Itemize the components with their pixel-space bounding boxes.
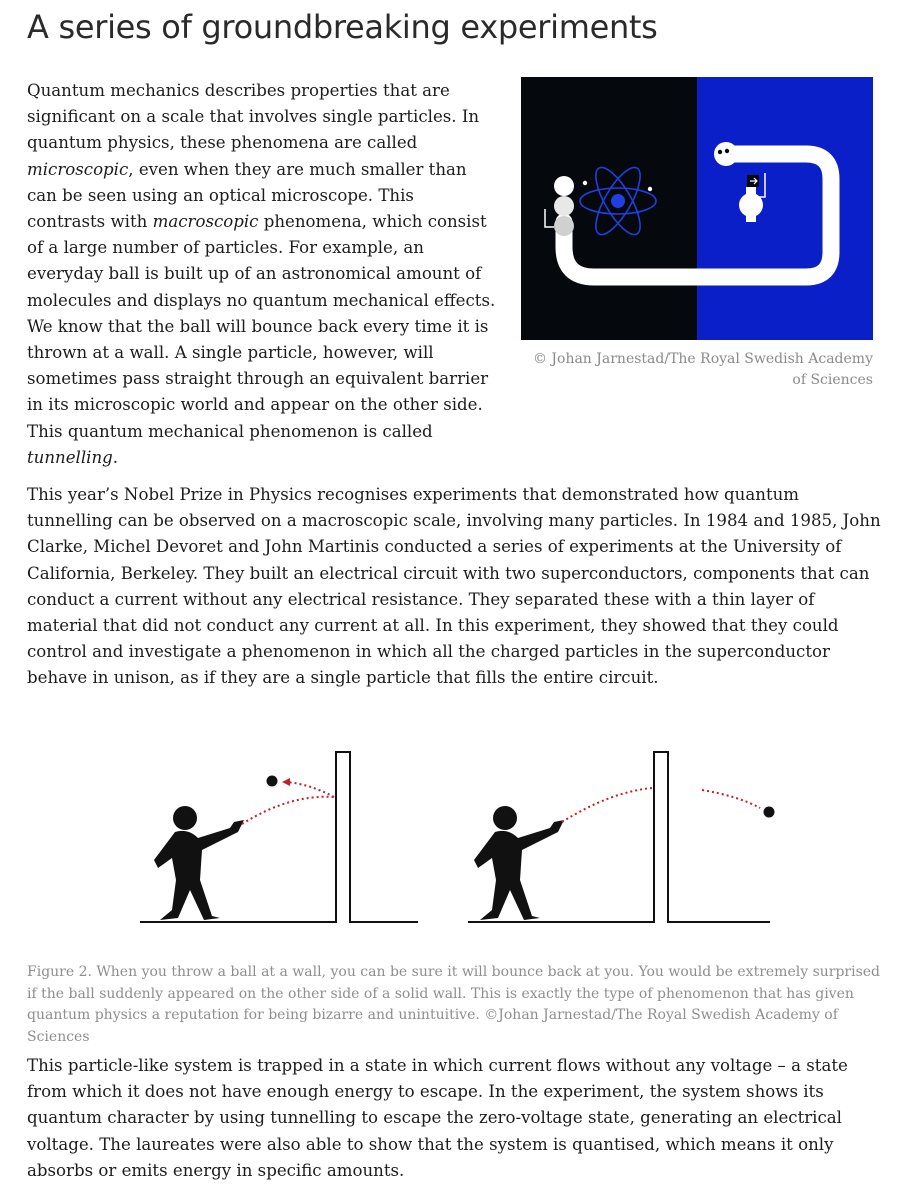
- trajectory-return: [286, 782, 334, 797]
- term-macroscopic: macroscopic: [152, 212, 259, 232]
- quantum-illustration: [521, 77, 873, 340]
- intro-text-2: , even when they are much smaller than can be seen using an optical microscope. This contrasts with: [27, 159, 467, 232]
- paragraph-3: This particle-like system is trapped in a state in which current flows without any voltage – a state from which it does not have enough energy to escape. In the experiment, the system shows its quantum character by using tunnelling to escape the zero-voltage state, generating an electrical voltage. The laureates were also able to show that the system is quantised, which means it only absorbs or emits energy in specific amounts.: [27, 1056, 848, 1180]
- scene-bounce-back: [140, 752, 418, 922]
- intro-text-3: phenomena, which consist of a large number of particles. For example, an everyday ball is built up of an astronomical amount of molecules and displays no quantum mechanical effects. We know that the ball will bounce back every time it is thrown at a wall. A single particle, however, will sometimes pass straight through an equivalent barrier in its microscopic world and appear on the other side. This quantum mechanical phenomenon is called: [27, 212, 496, 441]
- illustration-credit: © Johan Jarnestad/The Royal Swedish Academy of Sciences: [532, 351, 873, 388]
- dark-panel: [521, 77, 697, 340]
- intro-paragraph: [27, 78, 497, 471]
- paragraph-2: This year’s Nobel Prize in Physics recognises experiments that demonstrated how quantum tunnelling can be observed on a macroscopic scale, involving many particles. In 1984 and 1985, John Clarke, Michel Devoret and John Martinis conducted a series of experiments at the University of California, Berkeley. They built an electrical circuit with two superconductors, components that can conduct a current without any electrical resistance. They separated these with a thin layer of material that did not conduct any current at all. In this experiment, they showed that they could control and investigate a phenomenon in which all the charged particles in the superconductor behave in unison, as if they are a single particle that fills the entire circuit.: [27, 485, 881, 688]
- child-silhouette-icon: [154, 806, 244, 920]
- blue-panel: [697, 77, 873, 340]
- child-silhouette-icon: [474, 806, 564, 920]
- trajectory-through: [702, 790, 760, 808]
- figure-2-caption: Figure 2. When you throw a ball at a wall, you can be sure it will bounce back at you. You would be extremely surprised if the ball suddenly appeared on the other side of a solid wall. This is exactly the type of phenomenon that has given quantum physics a reputation for being bizarre and unintuitive. ©Johan Jarnestad/The Royal Swedish Academy of Sciences: [27, 964, 881, 1045]
- trajectory-out: [242, 797, 334, 824]
- page-title: A series of groundbreaking experiments: [27, 8, 658, 46]
- term-microscopic: microscopic: [27, 159, 129, 179]
- ball-icon: [764, 807, 775, 818]
- ball-icon: [267, 776, 278, 787]
- intro-text-4: .: [112, 447, 119, 467]
- figure-2-illustration: [130, 740, 780, 930]
- scene-tunnelling: [468, 752, 775, 922]
- trajectory-in: [562, 788, 652, 822]
- term-tunnelling: tunnelling: [27, 447, 113, 467]
- snake-head-icon: [714, 142, 738, 166]
- arrow-icon: [282, 778, 290, 786]
- intro-text-1: Quantum mechanics describes properties that are significant on a scale that involves single particles. In quantum physics, these phenomena are called: [27, 81, 480, 153]
